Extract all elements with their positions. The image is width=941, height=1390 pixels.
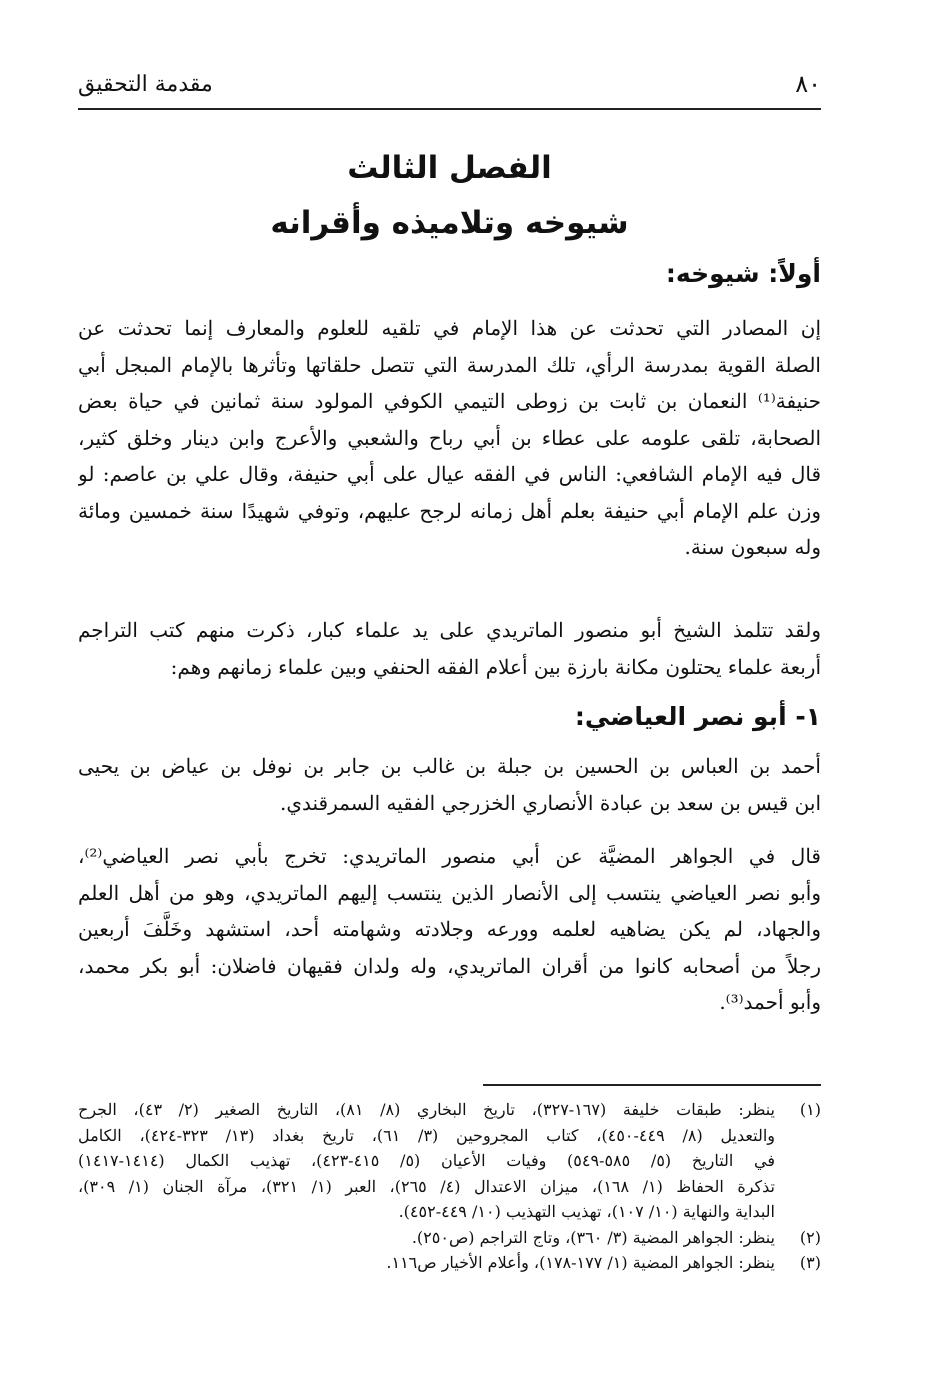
text-line: قال في الجواهر المضيَّة عن أبي منصور الماتريدي: تخرج بأبي نصر العياضي⁽²⁾، — [78, 844, 821, 868]
footnotes — [78, 1097, 821, 1276]
footnote-marker: (٢) — [799, 1227, 821, 1247]
text-line: أحمد بن العباس بن الحسين بن جبلة بن غالب بن جابر بن نوفل بن عياض بن يحيى — [78, 754, 821, 778]
text-line: والجهاد، لم يكن يضاهيه لعلمه وورعه وجلادته وشهامته أحد، استشهد وخَلَّفَ أربعين — [78, 917, 821, 941]
page-number: ٨٠ — [795, 70, 821, 98]
text-line: الصحابة، تلقى علومه على عطاء بن أبي رباح والشعبي والأعرج وابن دينار وخلق كثير، — [78, 425, 821, 450]
footnote-marker: (١) — [799, 1100, 821, 1119]
text-line: وزن علم الإمام أبي حنيفة بعلم أهل زمانه لرجح عليهم، وتوفي شهيدًا سنة خمسين ومائة — [78, 498, 821, 523]
text-line: حنيفة⁽¹⁾ النعمان بن ثابت بن زوطى التيمي الكوفي المولود سنة ثمانين في حياة بعض — [78, 389, 821, 413]
text-line: قال فيه الإمام الشافعي: الناس في الفقه عيال على أبي حنيفة، وقال علي بن عاصم: لو — [78, 462, 821, 486]
text-line: ابن قيس بن سعد بن عبادة الأنصاري الخزرجي الفقيه السمرقندي. — [280, 790, 821, 815]
footnote-body — [78, 1097, 775, 1225]
text-line: وأبو نصر العياضي ينتسب إلى الأنصار الذين ينتسب إليهم الماتريدي، وهو من أهل العلم — [78, 880, 821, 905]
running-title: مقدمة التحقيق — [78, 72, 213, 97]
section-heading: أولاً: شيوخه: — [665, 259, 821, 288]
footnote-line: البداية والنهاية (١٠/ ١٠٧)، تهذيب التهذيب (١٠/ ٤٤٩-٤٥٢). — [398, 1202, 775, 1221]
footnote-body — [78, 1225, 775, 1251]
footnote-line: في التاريخ (٥/ ٥٨٥-٥٤٩) وفيات الأعيان (٥/ ٤١٥-٤٢٣)، تهذيب الكمال (١٤١٤-١٤١٧) — [78, 1151, 775, 1170]
text-line: الصلة القوية بمدرسة الرأي، تلك المدرسة التي تتصل حلقاتها وتأثرها بالإمام المبجل أبي — [78, 352, 821, 377]
text-line: ولقد تتلمذ الشيخ أبو منصور الماتريدي على يد علماء كبار، ذكرت منهم كتب التراجم — [78, 618, 821, 642]
footnote-3 — [78, 1250, 821, 1276]
footnote-2 — [78, 1225, 821, 1251]
running-header — [78, 60, 821, 110]
footnote-line: ينظر: الجواهر المضية (٣/ ٣٦٠)، وتاج التراجم (ص٢٥٠). — [411, 1227, 775, 1247]
footnote-line: تذكرة الحفاظ (١/ ١٦٨)، ميزان الاعتدال (٤/ ٢٦٥)، العبر (١/ ٣٢١)، مرآة الجنان (١/ ٣٠٩)، — [78, 1176, 775, 1196]
footnote-line: ينظر: الجواهر المضية (١/ ١٧٧-١٧٨)، وأعلام الأخيار ص١١٦. — [386, 1253, 775, 1272]
chapter-label: الفصل الثالث — [347, 150, 552, 186]
footnote-marker: (٣) — [799, 1253, 821, 1272]
text-line: وأبو أحمد⁽³⁾. — [719, 990, 821, 1014]
paragraph-abu-hanifa — [78, 310, 821, 566]
footnote-1 — [78, 1097, 821, 1225]
paragraph-jawahir — [78, 838, 821, 1021]
subheading-abu-nasr: ١- أبو نصر العياضي: — [574, 702, 821, 731]
text-line: أربعة علماء يحتلون مكانة بارزة بين أعلام الفقه الحنفي وبين علماء زمانهم وهم: — [170, 654, 821, 679]
text-line: وله سبعون سنة. — [684, 535, 821, 559]
paragraph-lineage — [78, 748, 821, 821]
footnote-body — [78, 1250, 775, 1276]
footnote-line: والتعديل (٨/ ٤٤٩-٤٥٠)، كتاب المجروحين (٣/ ٦١)، تاريخ بغداد (١٣/ ٣٢٣-٤٢٤)، الكامل — [78, 1125, 775, 1145]
text-line: رجلاً من أصحابه كانوا من أقران الماتريدي، وله ولدان فقيهان فاضلان: أبو بكر محمد، — [78, 953, 821, 978]
footnote-separator — [483, 1084, 821, 1086]
paragraph-teachers-intro — [78, 612, 821, 685]
text-line: إن المصادر التي تحدثت عن هذا الإمام في تلقيه للعلوم والمعارف إنما تحدثت عن — [78, 316, 821, 340]
chapter-title: شيوخه وتلاميذه وأقرانه — [270, 205, 629, 241]
footnote-line: ينظر: طبقات خليفة (١٦٧-٣٢٧)، تاريخ البخاري (٨/ ٨١)، التاريخ الصغير (٢/ ٤٣)، الجرح — [78, 1100, 775, 1119]
